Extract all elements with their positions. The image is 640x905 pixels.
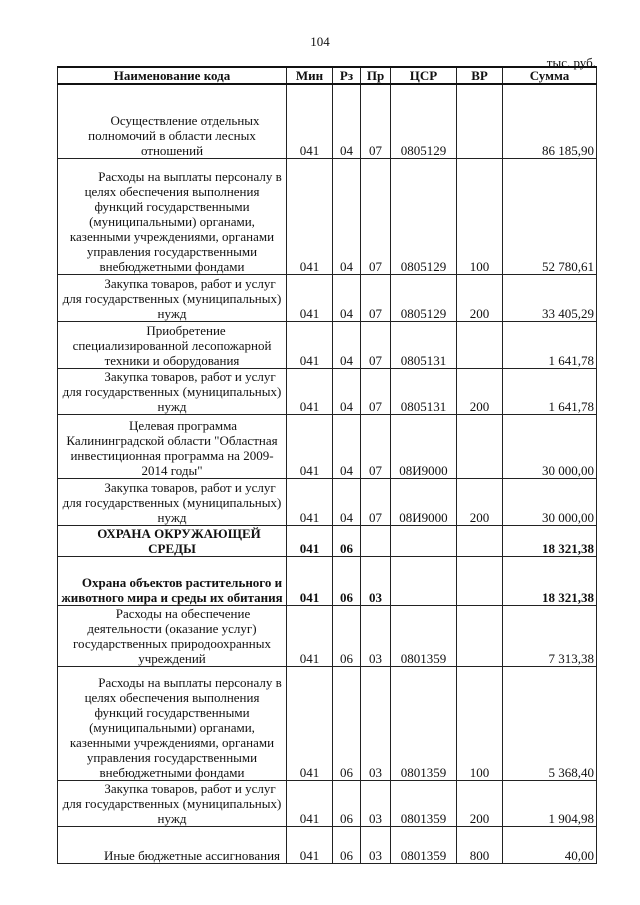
units-label: тыс. руб. [546, 55, 596, 70]
table-header-row [58, 67, 597, 84]
cell-sum: 30 000,00 [503, 414, 597, 478]
cell-name: Иные бюджетные ассигнования [58, 826, 287, 863]
cell-name: Расходы на обеспечение деятельности (оказание услуг) государственных природоохранных учреждений [58, 605, 287, 666]
table-row [58, 826, 597, 863]
cell-csr: 0805129 [391, 274, 457, 321]
cell-sum: 86 185,90 [503, 84, 597, 158]
cell-pr: 03 [361, 666, 391, 780]
column-header-pr: Пр [361, 67, 391, 84]
table-row [58, 158, 597, 274]
cell-pr: 07 [361, 368, 391, 414]
cell-sum: 5 368,40 [503, 666, 597, 780]
cell-rz: 04 [333, 321, 361, 368]
column-header-vr: ВР [457, 67, 503, 84]
cell-pr: 03 [361, 556, 391, 605]
cell-pr: 07 [361, 158, 391, 274]
cell-sum: 1 904,98 [503, 780, 597, 826]
cell-pr: 07 [361, 478, 391, 525]
cell-min: 041 [287, 84, 333, 158]
cell-csr [391, 525, 457, 556]
cell-min: 041 [287, 274, 333, 321]
cell-vr: 200 [457, 274, 503, 321]
table-row [58, 414, 597, 478]
cell-min: 041 [287, 780, 333, 826]
cell-sum: 18 321,38 [503, 525, 597, 556]
cell-name: Закупка товаров, работ и услуг для государственных (муниципальных) нужд [58, 478, 287, 525]
cell-vr [457, 525, 503, 556]
cell-sum: 7 313,38 [503, 605, 597, 666]
cell-sum: 18 321,38 [503, 556, 597, 605]
table-row [58, 84, 597, 158]
column-header-name: Наименование кода [58, 67, 287, 84]
cell-csr: 0805129 [391, 84, 457, 158]
budget-table [57, 66, 597, 864]
cell-csr: 0805129 [391, 158, 457, 274]
cell-name: Осуществление отдельных полномочий в области лесных отношений [58, 84, 287, 158]
table-body [58, 84, 597, 863]
cell-rz: 04 [333, 478, 361, 525]
cell-rz: 04 [333, 414, 361, 478]
cell-vr [457, 556, 503, 605]
cell-min: 041 [287, 414, 333, 478]
cell-sum: 52 780,61 [503, 158, 597, 274]
cell-name: Целевая программа Калининградской области "Областная инвестиционная программа на 2009-2014 годы" [58, 414, 287, 478]
cell-pr: 07 [361, 321, 391, 368]
cell-csr: 0801359 [391, 826, 457, 863]
cell-vr: 100 [457, 158, 503, 274]
cell-vr [457, 414, 503, 478]
cell-csr: 0805131 [391, 321, 457, 368]
cell-rz: 06 [333, 780, 361, 826]
cell-rz: 06 [333, 666, 361, 780]
cell-min: 041 [287, 666, 333, 780]
column-header-min: Мин [287, 67, 333, 84]
cell-min: 041 [287, 556, 333, 605]
cell-rz: 06 [333, 605, 361, 666]
cell-csr: 08И9000 [391, 414, 457, 478]
cell-pr: 07 [361, 414, 391, 478]
cell-pr: 07 [361, 84, 391, 158]
cell-rz: 04 [333, 158, 361, 274]
cell-pr: 03 [361, 605, 391, 666]
cell-csr: 0801359 [391, 605, 457, 666]
cell-name: Приобретение специализированной лесопожарной техники и оборудования [58, 321, 287, 368]
cell-min: 041 [287, 525, 333, 556]
cell-rz: 04 [333, 84, 361, 158]
cell-rz: 04 [333, 368, 361, 414]
cell-name: Закупка товаров, работ и услуг для государственных (муниципальных) нужд [58, 368, 287, 414]
cell-rz: 06 [333, 525, 361, 556]
cell-vr: 200 [457, 478, 503, 525]
cell-sum: 40,00 [503, 826, 597, 863]
table-row [58, 478, 597, 525]
cell-rz: 06 [333, 556, 361, 605]
table-row [58, 274, 597, 321]
cell-min: 041 [287, 158, 333, 274]
cell-csr: 0805131 [391, 368, 457, 414]
cell-rz: 04 [333, 274, 361, 321]
cell-vr: 200 [457, 368, 503, 414]
cell-name: Закупка товаров, работ и услуг для государственных (муниципальных) нужд [58, 780, 287, 826]
table-row [58, 780, 597, 826]
cell-csr: 0801359 [391, 780, 457, 826]
cell-min: 041 [287, 321, 333, 368]
cell-name: Расходы на выплаты персоналу в целях обеспечения выполнения функций государственными (муниципальными) органами, казенными учреждениями, органами управления государственными внебюджетными фондами [58, 666, 287, 780]
cell-csr: 08И9000 [391, 478, 457, 525]
table-row [58, 525, 597, 556]
cell-vr: 200 [457, 780, 503, 826]
cell-vr: 100 [457, 666, 503, 780]
cell-rz: 06 [333, 826, 361, 863]
cell-min: 041 [287, 605, 333, 666]
cell-min: 041 [287, 826, 333, 863]
cell-pr [361, 525, 391, 556]
cell-csr: 0801359 [391, 666, 457, 780]
cell-pr: 03 [361, 780, 391, 826]
table-row [58, 666, 597, 780]
cell-pr: 07 [361, 274, 391, 321]
cell-vr [457, 84, 503, 158]
cell-name: Закупка товаров, работ и услуг для государственных (муниципальных) нужд [58, 274, 287, 321]
column-header-sum: Сумма [503, 67, 597, 84]
cell-sum: 1 641,78 [503, 368, 597, 414]
cell-min: 041 [287, 368, 333, 414]
column-header-csr: ЦСР [391, 67, 457, 84]
cell-sum: 30 000,00 [503, 478, 597, 525]
page-number: 104 [310, 34, 330, 49]
cell-vr [457, 321, 503, 368]
table-row [58, 556, 597, 605]
cell-pr: 03 [361, 826, 391, 863]
table-row [58, 321, 597, 368]
cell-csr [391, 556, 457, 605]
table-row [58, 368, 597, 414]
cell-sum: 33 405,29 [503, 274, 597, 321]
cell-min: 041 [287, 478, 333, 525]
cell-sum: 1 641,78 [503, 321, 597, 368]
cell-vr: 800 [457, 826, 503, 863]
cell-vr [457, 605, 503, 666]
table-row [58, 605, 597, 666]
cell-name: Расходы на выплаты персоналу в целях обеспечения выполнения функций государственными (муниципальными) органами, казенными учреждениями, органами управления государственными внебюджетными фондами [58, 158, 287, 274]
column-header-rz: Рз [333, 67, 361, 84]
cell-name: Охрана объектов растительного и животного мира и среды их обитания [58, 556, 287, 605]
cell-name: ОХРАНА ОКРУЖАЮЩЕЙ СРЕДЫ [58, 525, 287, 556]
